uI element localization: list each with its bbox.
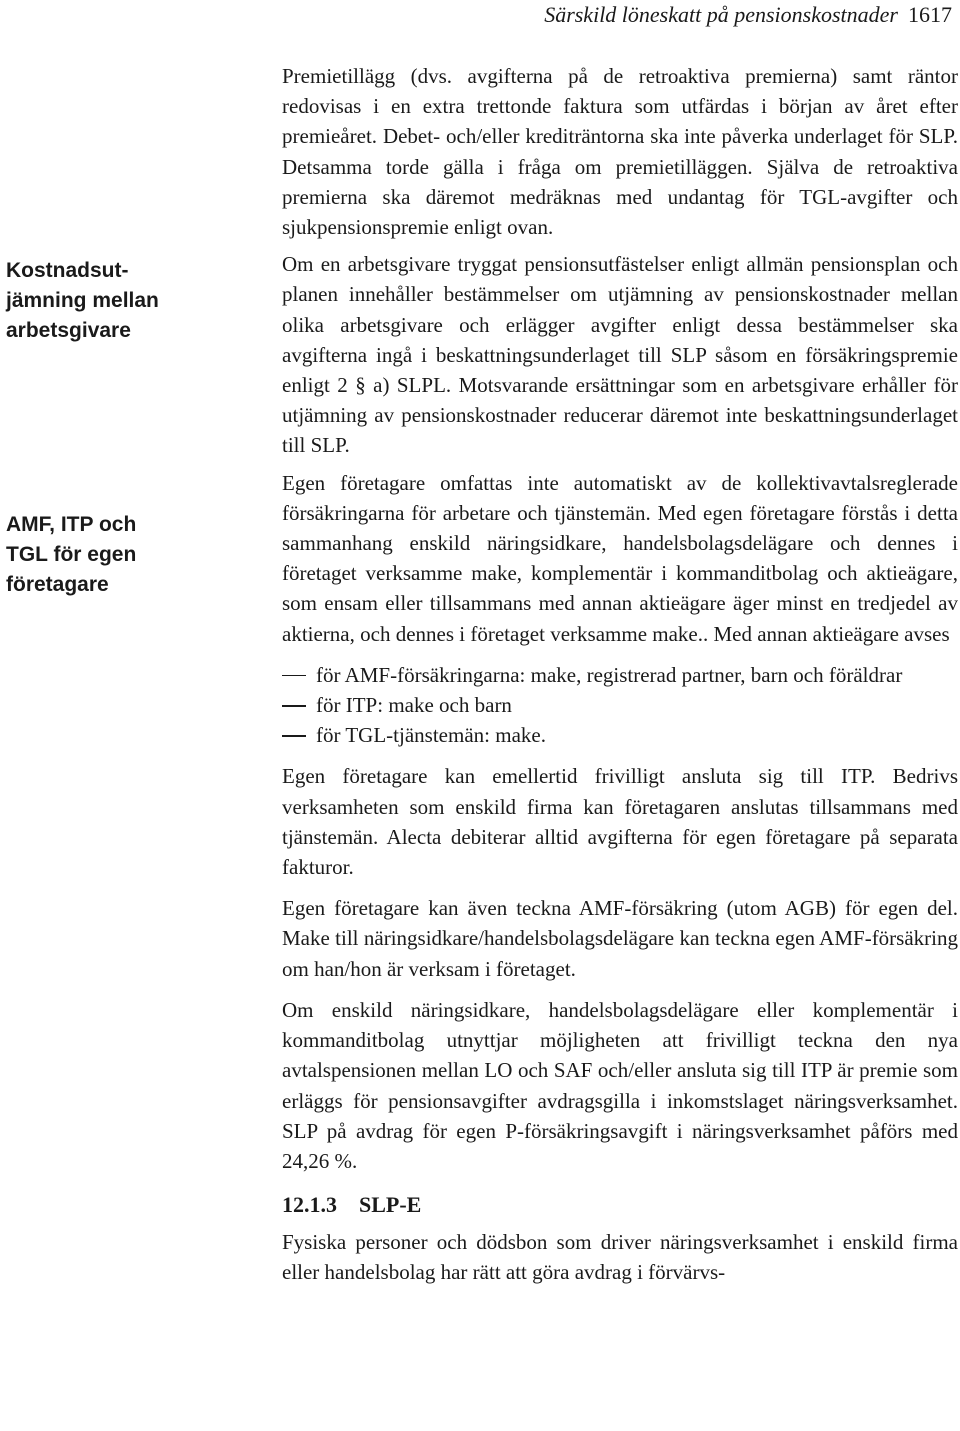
margin-note-line: arbetsgivare [6,319,131,342]
margin-note-line: TGL för egen [6,543,137,566]
dash-list [282,660,958,751]
paragraph-amf-forsakring: Egen företagare kan även teckna AMF-försäkring (utom AGB) för egen del. Make till näringsidkare/handelsbolagsdelägare kan teckna egen AMF-försäkring om han/hon är verksam i företaget. [282,896,958,981]
paragraph-slp-e: Fysiska personer och dödsbon som driver näringsverksamhet i enskild firma eller handelsbolag har rätt att göra avdrag i förvärvs- [282,1230,958,1285]
running-header [544,0,952,30]
paragraph-egen-foretagare: Egen företagare omfattas inte automatiskt av de kollektivavtalsreglerade försäkringarna för arbetare och tjänstemän. Med egen företagare förstås i detta sammanhang enskild näringsidkare, handelsbolagsdelägare och dennes i företaget verksamme make, komplementär i kommanditbolag och aktieägare, som ensam eller tillsammans med annan aktieägare äger minst en tredjedel av aktierna, och dennes i företaget verksamme make.. Med annan aktieägare avses [282,470,958,646]
running-header-title: Särskild löneskatt på pensionskostnader [544,2,898,27]
list-item: för TGL-tjänstemän: make. [282,720,958,750]
section-title: SLP-E [359,1192,422,1218]
margin-note-kostnadsutjamning [6,256,196,346]
section-heading [282,1190,958,1220]
list-item: för ITP: make och barn [282,690,958,720]
margin-note-line: Kostnadsut- [6,259,129,282]
page-number: 1617 [908,2,952,27]
paragraph-itp: Egen företagare kan emellertid frivilligt ansluta sig till ITP. Bedrivs verksamheten som enskild firma kan företagaren anslutas tillsammans med tjänstemän. Alecta debiterar alltid avgifterna för egen företagare på separata fakturor. [282,764,958,880]
margin-note-line: jämning mellan [6,289,159,312]
paragraph-premietillagg: Premietillägg (dvs. avgifterna på de retroaktiva premierna) samt räntor redovisas i en extra trettonde faktura som utfärdas i början av året efter premieåret. Debet- och/eller krediträntorna ska inte påverka underlaget för SLP. Detsamma torde gälla i fråga om premietilläggen. Själva de retroaktiva premierna ska däremot medräknas med undantag för TGL-avgifter och sjukpensionspremie enligt ovan. [282,64,958,240]
paragraph-kostnadsutjamning: Om en arbetsgivare tryggat pensionsutfästelser enligt allmän pensionsplan och planen innehåller bestämmelser om utjämning av pensionskostnader mellan olika arbetsgivare och erlägger avgifter enligt dessa bestämmelser ska avgifterna ingå i beskattningsunderlaget till SLP såsom en försäkringspremie enligt 2 § a) SLPL. Motsvarande ersättningar som en arbetsgivare erhåller för utjämning av pensionskostnader reducerar däremot inte beskattningsunderlaget till SLP. [282,252,958,458]
margin-note-line: företagare [6,573,109,596]
margin-note-line: AMF, ITP och [6,513,137,536]
main-text [282,61,958,1288]
list-item: för AMF-försäkringarna: make, registrerad partner, barn och föräldrar [282,660,958,690]
margin-note-amf-itp-tgl [6,510,196,600]
paragraph-avtalspension: Om enskild näringsidkare, handelsbolagsdelägare eller komplementär i kommanditbolag utnyttjar möjligheten att frivilligt teckna den nya avtalspensionen mellan LO och SAF och/eller ansluta sig till ITP är premie som erläggs för pensionsavgifter avdragsgilla i inkomstslaget näringsverksamhet. SLP på avdrag för egen P-försäkringsavgift i näringsverksamhet påförs med 24,26 %. [282,997,958,1173]
section-number: 12.1.3 [282,1192,337,1218]
